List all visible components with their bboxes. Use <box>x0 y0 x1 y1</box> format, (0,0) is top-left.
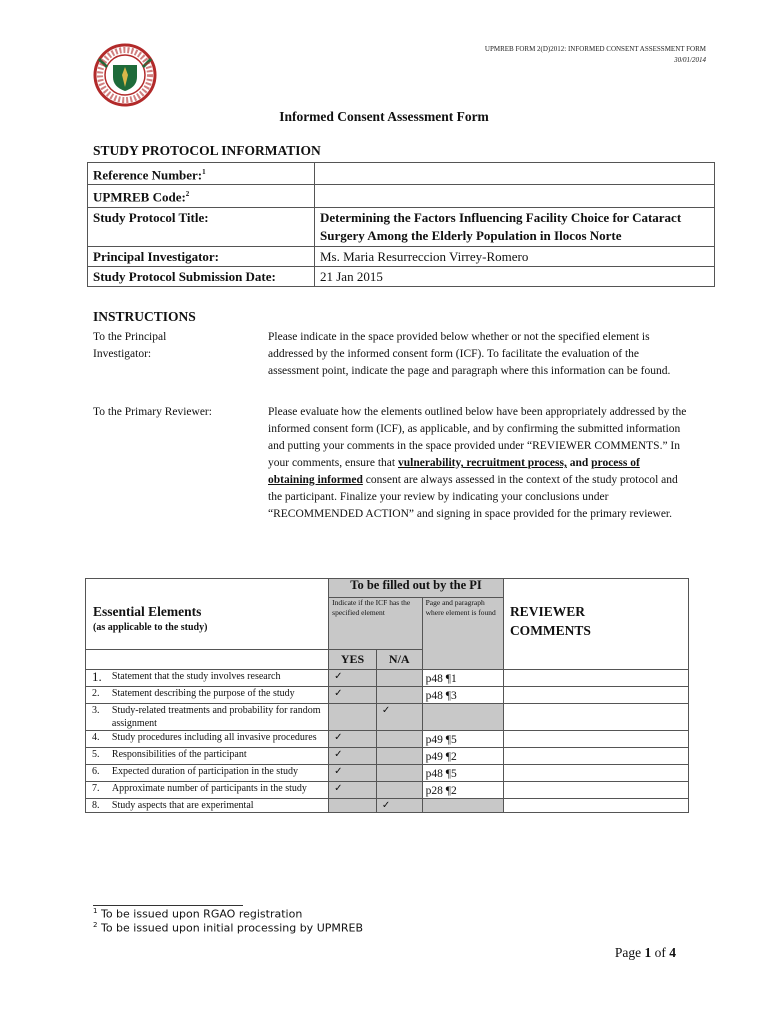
form-id: UPMREB FORM 2(D)2012: INFORMED CONSENT ASSESSMENT FORM <box>484 45 706 53</box>
yes-checkbox[interactable] <box>329 687 377 704</box>
na-checkbox[interactable] <box>376 704 422 731</box>
table-row <box>86 687 689 704</box>
info-value[interactable]: Determining the Factors Influencing Facility Choice for Cataract Surgery Among the Elderly Population in Ilocos Norte <box>315 207 715 246</box>
info-label: UPMREB Code:$^2$ <box>88 185 315 207</box>
page-paragraph-cell[interactable]: p28 ¶2 <box>422 782 503 799</box>
page-paragraph-cell[interactable] <box>422 799 503 813</box>
table-row <box>86 765 689 782</box>
page-paragraph-cell[interactable]: p48 ¶3 <box>422 687 503 704</box>
table-row <box>86 704 689 731</box>
checkmark-icon: ✓ <box>381 800 391 811</box>
na-checkbox[interactable] <box>376 765 422 782</box>
info-label: Study Protocol Title: <box>88 207 315 246</box>
element-number: 8. <box>86 799 109 813</box>
element-description: Expected duration of participation in the study <box>109 765 329 782</box>
footnote-1: $^1$ To be issued upon RGAO registration <box>93 907 303 921</box>
checkmark-icon: ✓ <box>334 688 343 699</box>
element-description: Study procedures including all invasive procedures <box>109 731 329 748</box>
pi-instruction-text: Please indicate in the space provided below whether or not the specified element is addressed by the informed consent form (ICF). To facilitate the evaluation of the assessment point, indicate the page and paragraph where this information can be found. <box>268 331 671 377</box>
info-label: Reference Number:$^1$ <box>88 163 315 185</box>
element-number: 5. <box>86 748 109 765</box>
study-info-heading: STUDY PROTOCOL INFORMATION <box>93 143 321 158</box>
pi-instruction-label: To the Principal Investigator: <box>93 331 167 360</box>
element-description: Responsibilities of the participant <box>109 748 329 765</box>
essential-elements-table <box>85 578 689 813</box>
info-label: Study Protocol Submission Date: <box>88 266 315 286</box>
na-checkbox[interactable] <box>376 782 422 799</box>
essential-elements-subheader: (as applicable to the study) <box>93 621 208 633</box>
reviewer-comment-cell[interactable] <box>503 782 688 799</box>
table-row <box>86 782 689 799</box>
element-number: 3. <box>86 704 109 731</box>
yes-checkbox[interactable] <box>329 670 377 687</box>
element-number: 1. <box>86 670 109 687</box>
essential-elements-header: Essential Elements <box>93 603 202 619</box>
checkmark-icon: ✓ <box>334 749 343 760</box>
reviewer-comment-cell[interactable] <box>503 748 688 765</box>
page-number: Page 1 of 4 <box>614 945 676 960</box>
element-description: Statement describing the purpose of the study <box>109 687 329 704</box>
yes-checkbox[interactable] <box>329 799 377 813</box>
yes-checkbox[interactable] <box>329 731 377 748</box>
reviewer-comment-cell[interactable] <box>503 670 688 687</box>
info-row <box>88 207 715 246</box>
footnote-separator <box>93 905 243 906</box>
yes-checkbox[interactable] <box>329 765 377 782</box>
info-label: Principal Investigator: <box>88 246 315 266</box>
info-row <box>88 185 715 207</box>
na-header: N/A <box>376 650 422 670</box>
info-value[interactable] <box>315 163 715 185</box>
pi-section-header: To be filled out by the PI <box>329 579 504 598</box>
reviewer-instruction-label: To the Primary Reviewer: <box>93 406 212 418</box>
na-checkbox[interactable] <box>376 687 422 704</box>
page-paragraph-cell[interactable]: p48 ¶1 <box>422 670 503 687</box>
document-title: Informed Consent Assessment Form <box>279 109 489 124</box>
page-paragraph-cell[interactable] <box>422 704 503 731</box>
yes-checkbox[interactable] <box>329 782 377 799</box>
element-description: Study aspects that are experimental <box>109 799 329 813</box>
checkmark-icon: ✓ <box>381 705 391 716</box>
info-value[interactable]: 21 Jan 2015 <box>315 266 715 286</box>
reviewer-comment-cell[interactable] <box>503 704 688 731</box>
element-description: Statement that the study involves research <box>109 670 329 687</box>
reviewer-comment-cell[interactable] <box>503 687 688 704</box>
reviewer-comments-header: REVIEWER COMMENTS <box>509 603 591 638</box>
reviewer-instruction-text: Please evaluate how the elements outlined below have been appropriately addressed by the informed consent form (ICF), as applicable, and by confirming the submitted information and putting your comments in the space provided under “REVIEWER COMMENTS.” In your comments, ensure that vulnerability, recruitment process, and process of obtaining informed consent are always assessed in the context of the study protocol and the participant. Finalize your review by indicating your conclusions under “RECOMMENDED ACTION” and signing in space provided for the primary reviewer. <box>268 406 687 520</box>
table-row <box>86 748 689 765</box>
yes-header: YES <box>329 650 377 670</box>
element-description: Approximate number of participants in the study <box>109 782 329 799</box>
element-number: 4. <box>86 731 109 748</box>
info-row <box>88 246 715 266</box>
page-paragraph-cell[interactable]: p49 ¶5 <box>422 731 503 748</box>
checkmark-icon: ✓ <box>334 766 343 777</box>
info-row <box>88 163 715 185</box>
university-seal-logo <box>93 43 157 107</box>
study-info-table <box>87 162 715 287</box>
yes-checkbox[interactable] <box>329 704 377 731</box>
instructions-heading: INSTRUCTIONS <box>93 309 196 324</box>
na-checkbox[interactable] <box>376 748 422 765</box>
checkmark-icon: ✓ <box>334 732 343 743</box>
element-description: Study-related treatments and probability for random assignment <box>109 704 329 731</box>
page-paragraph-cell[interactable]: p49 ¶2 <box>422 748 503 765</box>
na-checkbox[interactable] <box>376 670 422 687</box>
na-checkbox[interactable] <box>376 731 422 748</box>
footnote-2: $^2$ To be issued upon initial processing by UPMREB <box>93 921 364 935</box>
table-row <box>86 799 689 813</box>
form-date: 30/01/2014 <box>674 56 706 64</box>
reviewer-comment-cell[interactable] <box>503 731 688 748</box>
element-number: 6. <box>86 765 109 782</box>
icf-note: Indicate if the ICF has the specified element <box>329 598 422 650</box>
na-checkbox[interactable] <box>376 799 422 813</box>
info-value[interactable]: Ms. Maria Resurreccion Virrey-Romero <box>315 246 715 266</box>
reviewer-comment-cell[interactable] <box>503 765 688 782</box>
checkmark-icon: ✓ <box>334 783 343 794</box>
element-number: 2. <box>86 687 109 704</box>
form-header <box>485 44 706 66</box>
page-paragraph-cell[interactable]: p48 ¶5 <box>422 765 503 782</box>
reviewer-comment-cell[interactable] <box>503 799 688 813</box>
yes-checkbox[interactable] <box>329 748 377 765</box>
info-value[interactable] <box>315 185 715 207</box>
page-paragraph-note: Page and paragraph where element is found <box>422 598 503 670</box>
element-number: 7. <box>86 782 109 799</box>
table-row <box>86 670 689 687</box>
checkmark-icon: ✓ <box>334 671 343 682</box>
info-row <box>88 266 715 286</box>
table-row <box>86 731 689 748</box>
